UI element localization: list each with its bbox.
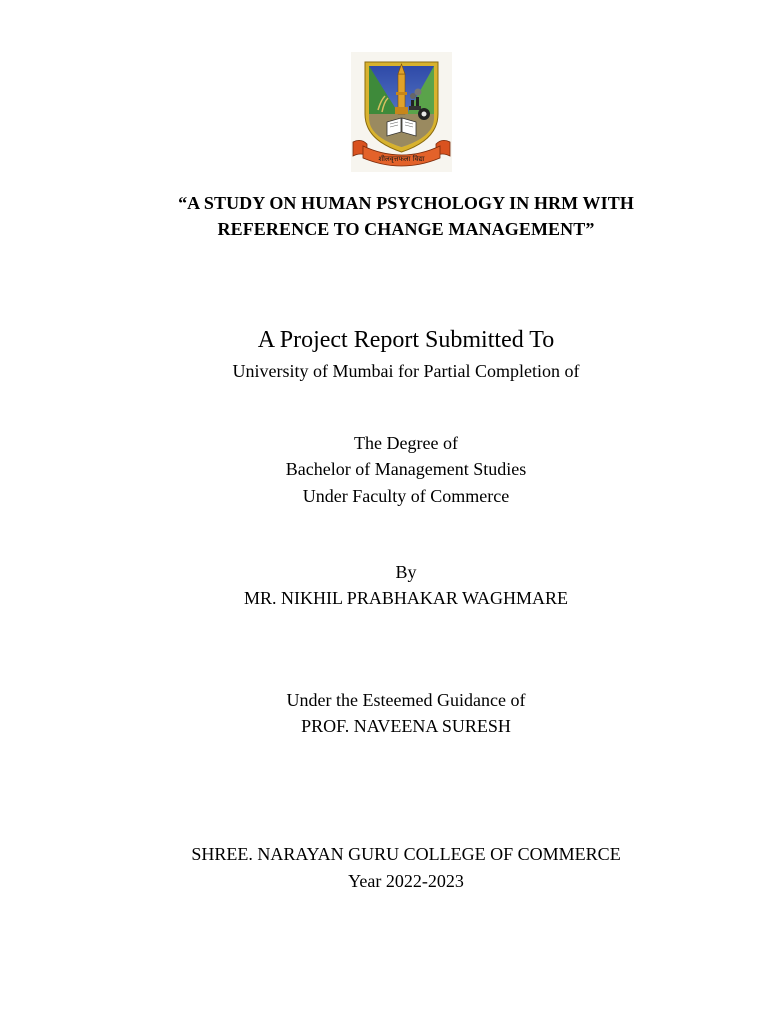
- college-name: SHREE. NARAYAN GURU COLLEGE OF COMMERCE: [191, 844, 621, 864]
- university-crest-icon: [351, 52, 452, 172]
- guidance-label: Under the Esteemed Guidance of: [286, 690, 526, 710]
- svg-text:शीलवृत्तफला विद्या: शीलवृत्तफला विद्या: [378, 155, 425, 163]
- submission-heading: A Project Report Submitted To: [257, 327, 555, 353]
- degree-faculty: Under Faculty of Commerce: [302, 486, 510, 506]
- submission-university: University of Mumbai for Partial Completion of: [232, 361, 580, 381]
- degree-name: Bachelor of Management Studies: [285, 459, 527, 479]
- report-title-line-1: “A STUDY ON HUMAN PSYCHOLOGY IN HRM WITH: [178, 193, 634, 213]
- author-name: MR. NIKHIL PRABHAKAR WAGHMARE: [243, 588, 569, 608]
- degree-label: The Degree of: [354, 433, 458, 453]
- report-title-line-2: REFERENCE TO CHANGE MANAGEMENT”: [217, 219, 595, 239]
- academic-year: Year 2022-2023: [348, 871, 464, 891]
- guide-name: PROF. NAVEENA SURESH: [301, 716, 511, 736]
- author-by: By: [395, 562, 417, 582]
